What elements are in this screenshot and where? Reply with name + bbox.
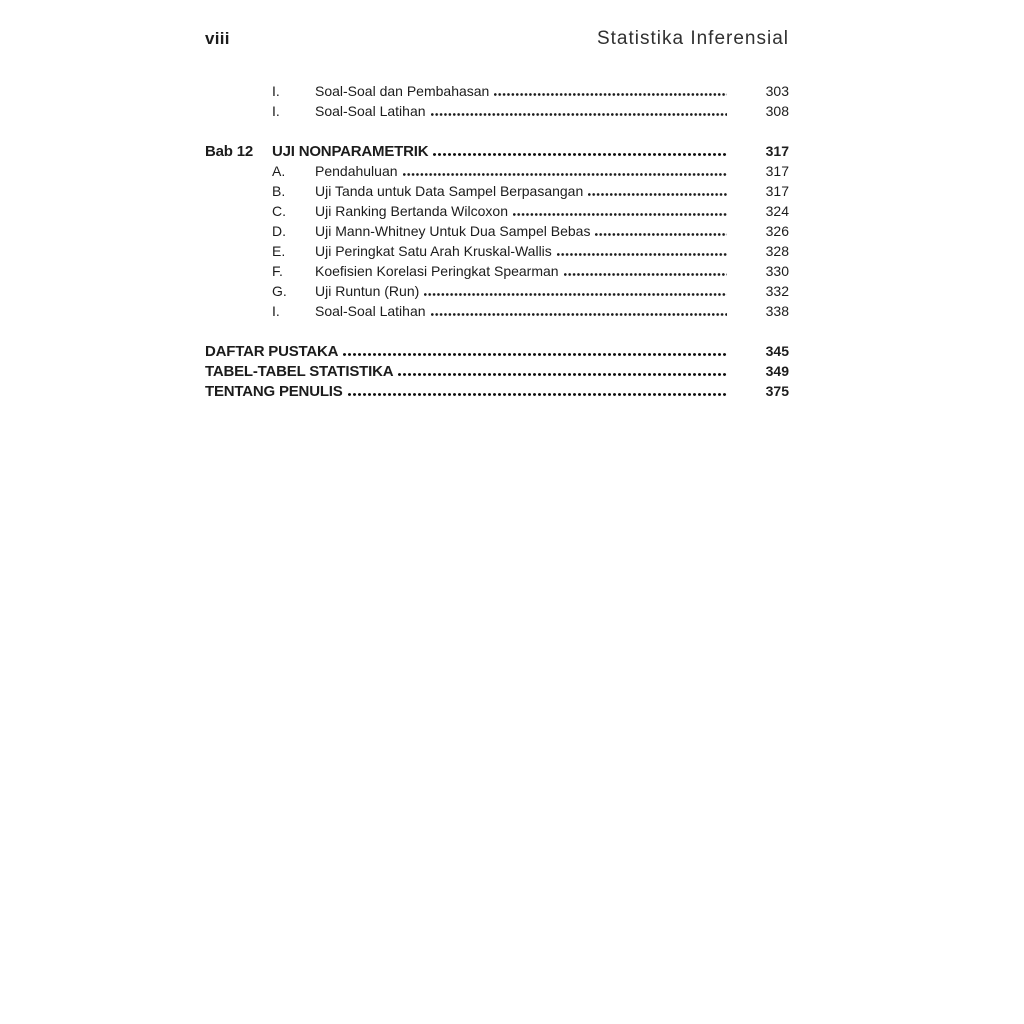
toc-entry-letter: D. [272,223,286,239]
toc-entry-page: 326 [765,223,789,239]
chapter-label: Bab 12 [205,143,253,160]
toc-entry-title: Soal-Soal Latihan [315,303,426,319]
toc-entry-title: Uji Ranking Bertanda Wilcoxon [315,203,508,219]
toc-leader-dots [513,213,727,216]
toc-leader-dots [588,193,727,196]
page-number: viii [205,29,230,48]
toc-entry-page: 308 [765,103,789,119]
toc-entry-page: 375 [765,383,789,399]
running-head-title: Statistika Inferensial [596,28,789,49]
toc-entry-letter: I. [272,303,280,319]
toc-entry-letter: C. [272,203,286,219]
table-of-contents [205,83,789,403]
toc-entry-page: 349 [765,363,789,379]
toc-entry-page: 317 [765,183,789,199]
toc-entry-page: 345 [765,343,789,359]
toc-entry-title: Uji Tanda untuk Data Sampel Berpasangan [315,183,584,199]
toc-entry-title: UJI NONPARAMETRIK [272,143,429,160]
toc-entry-title: Pendahuluan [315,163,398,179]
toc-entry [205,223,789,243]
toc-entry-page: 317 [765,143,789,159]
toc-entry-title: Uji Peringkat Satu Arah Kruskal-Wallis [315,243,552,259]
toc-entry [205,243,789,263]
toc-leader-dots [564,273,727,276]
toc-entry-letter: I. [272,83,280,99]
toc-leader-dots [433,153,727,156]
toc-entry-title: Soal-Soal dan Pembahasan [315,83,490,99]
toc-entry-title: Uji Runtun (Run) [315,283,420,299]
toc-entry-letter: G. [272,283,287,299]
toc-leader-dots [494,93,727,96]
toc-leader-dots [424,293,727,296]
toc-entry [205,183,789,203]
toc-entry-title: Uji Mann-Whitney Untuk Dua Sampel Bebas [315,223,591,239]
toc-entry-title: TENTANG PENULIS [205,383,343,400]
toc-entry-letter: B. [272,183,286,199]
toc-leader-dots [398,373,727,376]
toc-entry [205,203,789,223]
toc-leader-dots [431,113,727,116]
toc-leader-dots [431,313,727,316]
toc-entry [205,103,789,123]
toc-entry [205,283,789,303]
toc-backmatter-entry [205,383,789,403]
toc-entry-page: 317 [765,163,789,179]
toc-backmatter-entry [205,343,789,363]
toc-entry [205,263,789,283]
toc-leader-dots [595,233,727,236]
toc-entry-page: 330 [765,263,789,279]
toc-entry-page: 338 [765,303,789,319]
running-head [205,28,789,50]
toc-entry-letter: E. [272,243,286,259]
toc-entry-page: 303 [765,83,789,99]
toc-leader-dots [343,353,727,356]
toc-backmatter-entry [205,363,789,383]
toc-entry-letter: A. [272,163,286,179]
toc-leader-dots [557,253,727,256]
toc-entry-title: TABEL-TABEL STATISTIKA [205,363,394,380]
toc-entry [205,163,789,183]
toc-leader-dots [348,393,727,396]
toc-entry-page: 328 [765,243,789,259]
toc-entry-page: 332 [765,283,789,299]
toc-leader-dots [403,173,727,176]
toc-entry [205,303,789,323]
toc-entry-page: 324 [765,203,789,219]
toc-entry-letter: I. [272,103,280,119]
toc-entry [205,83,789,103]
toc-entry-title: DAFTAR PUSTAKA [205,343,339,360]
toc-entry-title: Soal-Soal Latihan [315,103,426,119]
toc-chapter-entry [205,143,789,163]
toc-entry-letter: F. [272,263,283,279]
toc-entry-title: Koefisien Korelasi Peringkat Spearman [315,263,559,279]
